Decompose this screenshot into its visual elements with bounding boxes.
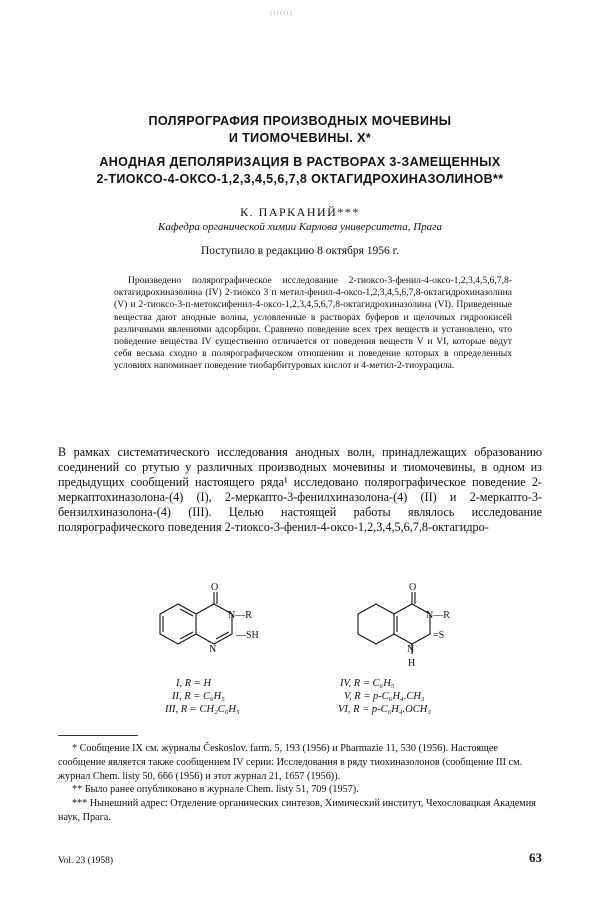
atom-n-right: N — [407, 644, 415, 655]
benzene-ring — [160, 604, 196, 644]
header-mark: ((((((( — [270, 10, 294, 17]
structure-drawings — [0, 582, 600, 722]
footnote-3: *** Нынешний адрес: Отделение органических синтезов, Химический институт, Чехословацкая Академия наук, Прага. — [58, 798, 536, 823]
label-IV: IV, R = C₆H₅ — [340, 678, 395, 689]
abstract: Произведено полярографическое исследование 2-тиоксо-3-фенил-4-оксо-1,2,3,4,5,6,7,8-октагидрохиназолина (IV) 2-тиоксо 3 п метил-фенил-4-оксо-1,2,3,4,5,6,7,8-октагидрохиназолина (V) и 2-тиоксо-3-п-метоксифенил-4-оксо-1,2,3,4,5,6,7,8-октагидрохиназолина (VI). Приведенные вещества дают анодные волны, условленные в растворах буферов и щелочных гидроокисей различными явлениями адсорбции. Сравнено поведение всех трех веществ и установлено, что поведение вещества IV существенно отличается от поведения веществ V и VI, которые ведут себя весьма сходно в полярографическом отношении и поведение которых в определенных условиях напоминает поведение тиобарбитуровых кислот и 4-метил-2-тиоурацила. — [114, 275, 512, 372]
chemical-structures — [0, 582, 600, 722]
affiliation: Кафедра органической химии Карлова университета, Прага — [158, 221, 442, 233]
received-date: Поступило в редакцию 8 октября 1956 г. — [201, 245, 399, 257]
atom-s-right: =S — [433, 630, 445, 641]
title-line-2: И ТИОМОЧЕВИНЫ. X* — [228, 131, 372, 145]
label-I: I, R = H — [176, 678, 212, 689]
body-paragraph: В рамках систематического исследования анодных волн, принадлежащих образованию соединений со ртутью у различных производных мочевины и тиомочевины, в одном из предыдущих сообщений настоящего ряда¹ исследовано полярографическое поведение 2-меркаптохиназолона-(4) (I), 2-меркапто-3-фенилхиназолона-(4) (II) и 2-меркапто-3-бензилхиназолона-(4) (III). Целью настоящей работы являлось исследование полярографического поведения 2-тиоксо-3-фенил-4-оксо-1,2,3,4,5,6,7,8-октагидро- — [58, 445, 542, 535]
label-V: V, R = p-C₆H₄.CH₃ — [344, 691, 425, 702]
label-II: II, R = C₆H₅ — [172, 691, 225, 702]
atom-h-right: H — [408, 658, 416, 669]
title-line-4: 2-ТИОКСО-4-ОКСО-1,2,3,4,5,6,7,8 ОКТАГИДРОХИНАЗОЛИНОВ** — [96, 172, 504, 186]
title-line-3: АНОДНАЯ ДЕПОЛЯРИЗАЦИЯ В РАСТВОРАХ 3-ЗАМЕЩЕННЫХ — [99, 155, 501, 169]
pyrimidine-ring-bottom — [196, 614, 232, 644]
label-VI: VI, R = p-C₆H₄.OCH₃ — [338, 704, 431, 715]
label-III: III, R = CH₂C₆H₅ — [165, 704, 240, 715]
footnote-2: ** Было ранее опубликовано в журнале Chem. listy 51, 709 (1957). — [72, 784, 359, 796]
author: К. ПАРКАНИЙ*** — [240, 205, 360, 219]
pyrimidine-ring-top — [196, 604, 232, 614]
atom-n-left: N — [209, 644, 217, 655]
atom-nr-left: N—R — [228, 610, 252, 621]
volume-info: Vol. 23 (1958) — [58, 856, 113, 866]
cyclohexene-ring — [358, 604, 394, 644]
footnote-rule — [58, 735, 138, 736]
page-number: 63 — [529, 850, 542, 865]
footnote-1: * Сообщение IX см. журналы Českoslov. farm. 5, 193 (1956) и Pharmazie 11, 530 (1956). Настоящее сообщение является также сообщением IV серии: Исследования в ряду тиохиназолонов (сообщение III см. журнал Chem. listy 50, 666 (1956) и этот журнал 21, 1657 (1956)). — [58, 743, 523, 782]
atom-o-right: O — [409, 582, 417, 593]
title-line-1: ПОЛЯРОГРАФИЯ ПРОИЗВОДНЫХ МОЧЕВИНЫ — [148, 114, 452, 128]
atom-o-left: O — [211, 582, 219, 593]
atom-sh-left: —SH — [236, 630, 259, 641]
footnotes — [58, 742, 542, 825]
atom-nr-right: N—R — [426, 610, 450, 621]
